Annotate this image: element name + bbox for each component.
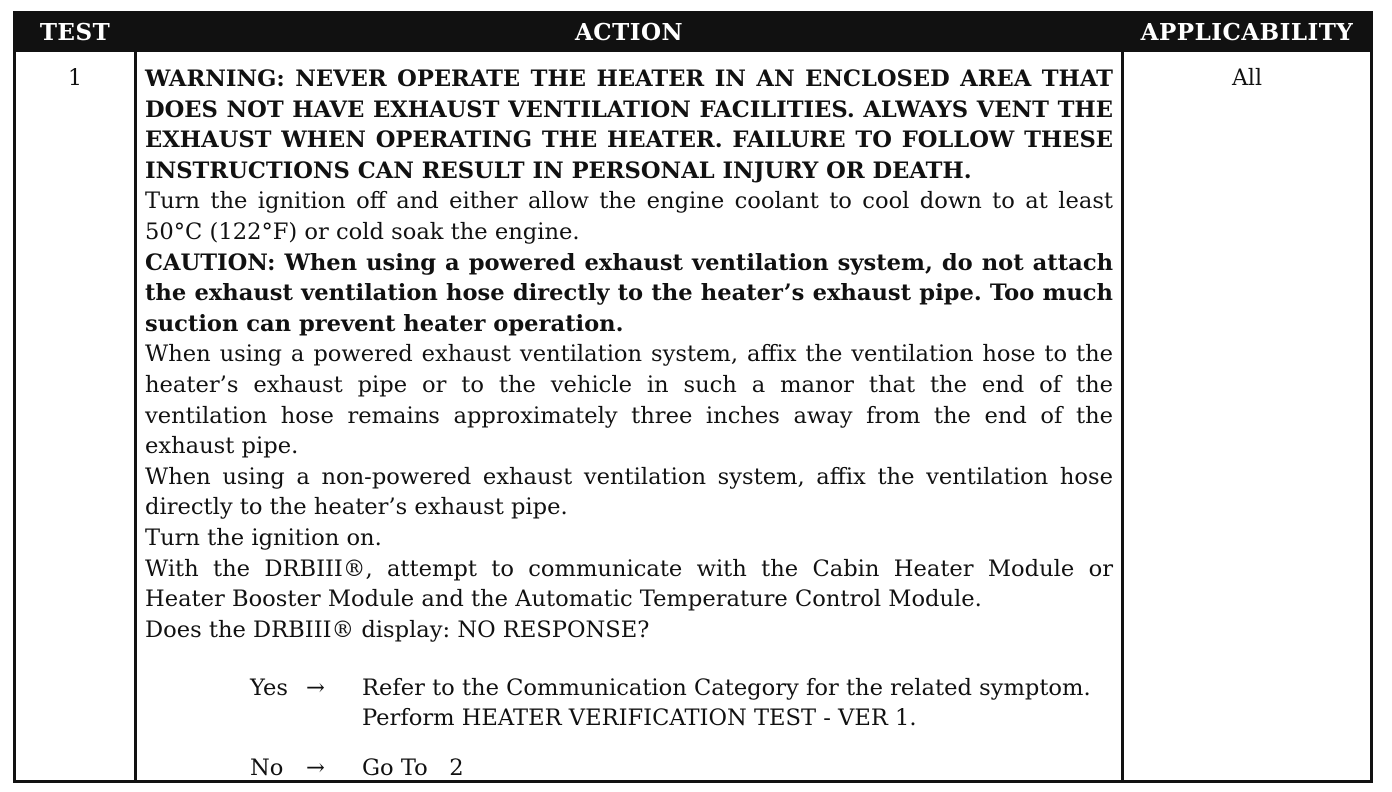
answer-block — [250, 673, 1110, 783]
step-text: When using a powered exhaust ventilation system, affix the ventilation hose to the heater’s exhaust pipe or to the vehicle in such a manor that the end of the ventilation hose remains approximately three inches away from the end of the exhaust pipe. — [145, 341, 1113, 460]
action-cell — [145, 64, 1113, 645]
caution-text: CAUTION: When using a powered exhaust ventilation system, do not attach the exhaust ventilation hose directly to the heater’s exhaust pipe. Too much suction can prevent heater operation. — [145, 249, 1113, 337]
right-arrow-icon: → — [306, 675, 325, 701]
yes-label: Yes — [250, 675, 288, 701]
header-test: TEST — [39, 19, 111, 46]
warning-text: WARNING: NEVER OPERATE THE HEATER IN AN ENCLOSED AREA THAT DOES NOT HAVE EXHAUST VENTILATION FACILITIES. ALWAYS VENT THE EXHAUST WHEN OPERATING THE HEATER. FAILURE TO FOLLOW THESE INSTRUCTIONS CAN RESULT IN PERSONAL INJURY OR DEATH. — [145, 66, 1113, 184]
test-number: 1 — [68, 66, 82, 91]
right-arrow-icon: → — [306, 755, 325, 781]
step-text: Turn the ignition off and either allow the engine coolant to cool down to at least 50°C (122°F) or cold soak the engine. — [145, 188, 1113, 245]
no-label: No — [250, 755, 284, 781]
step-text: With the DRBIII®, attempt to communicate with the Cabin Heater Module or Heater Booster Module and the Automatic Temperature Control Module. — [145, 555, 1113, 613]
column-divider — [134, 14, 137, 780]
yes-result-line: Perform HEATER VERIFICATION TEST - VER 1. — [362, 705, 917, 731]
yes-result-line: Refer to the Communication Category for the related symptom. — [362, 675, 1091, 701]
answer-no — [250, 753, 1110, 783]
applicability-value: All — [1232, 66, 1262, 91]
column-divider — [1121, 14, 1124, 780]
no-result-line: Go To 2 — [362, 755, 464, 781]
table-header — [16, 14, 1370, 52]
answer-yes — [250, 673, 1110, 733]
step-text: When using a non-powered exhaust ventilation system, affix the ventilation hose directly to the heater’s exhaust pipe. — [145, 463, 1113, 521]
header-applicability: APPLICABILITY — [1140, 19, 1354, 46]
step-text: Turn the ignition on. — [145, 524, 382, 551]
diagnostic-test-table — [13, 11, 1373, 783]
question-text: Does the DRBIII® display: NO RESPONSE? — [145, 616, 650, 643]
header-action: ACTION — [574, 19, 684, 46]
